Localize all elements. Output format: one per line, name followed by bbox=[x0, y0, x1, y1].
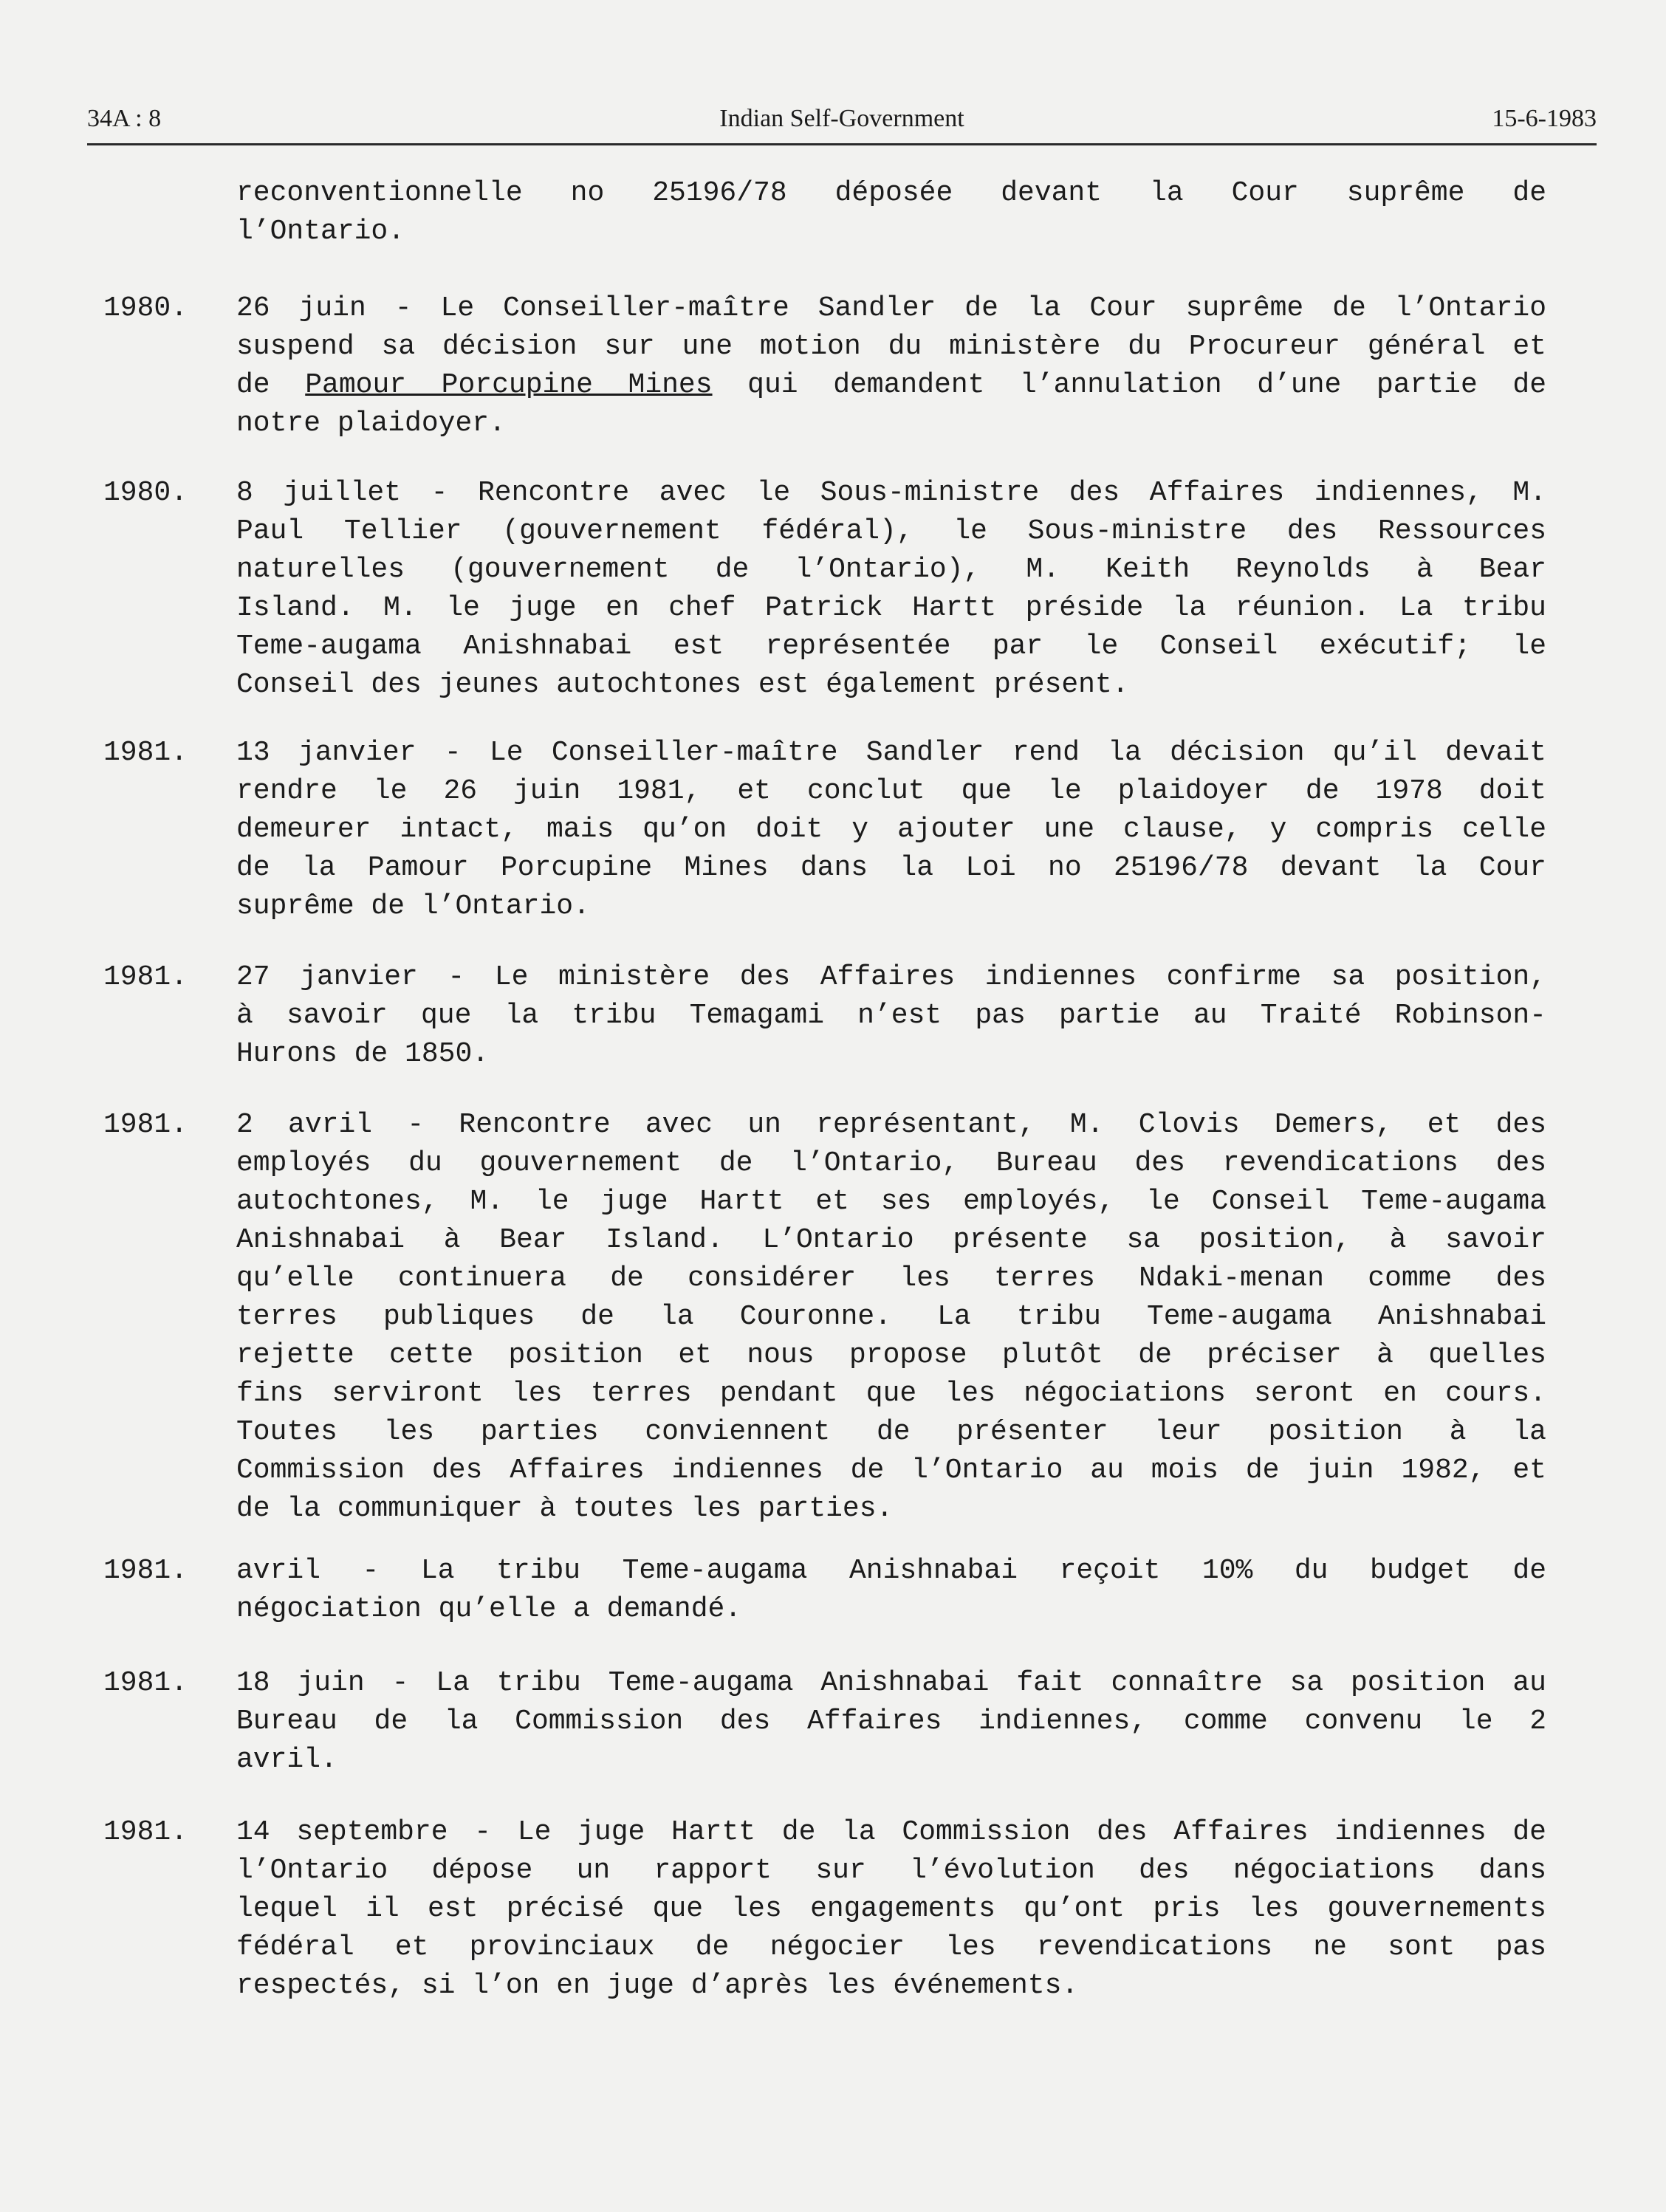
entry-line: rendre le 26 juin 1981, et conclut que le plaidoyer de 1978 doit bbox=[236, 775, 1546, 807]
entry-line: naturelles (gouvernement de l’Ontario), M. Keith Reynolds à Bear bbox=[236, 554, 1546, 585]
entry-year: 1981. bbox=[103, 1816, 188, 1848]
entry-line: 26 juin - Le Conseiller-maître Sandler de la Cour suprême de l’Ontario bbox=[236, 292, 1546, 324]
entry-line: notre plaidoyer. bbox=[236, 408, 506, 439]
entry-year: 1980. bbox=[103, 477, 188, 509]
entry-line: Hurons de 1850. bbox=[236, 1038, 490, 1070]
entry-line: suprême de l’Ontario. bbox=[236, 890, 590, 922]
entry-line: suspend sa décision sur une motion du ministère du Procureur général et bbox=[236, 331, 1546, 363]
entry-line: l’Ontario. bbox=[236, 216, 405, 247]
entry-line: 13 janvier - Le Conseiller-maître Sandler rend la décision qu’il devait bbox=[236, 737, 1546, 769]
entry-line: respectés, si l’on en juge d’après les événements. bbox=[236, 1970, 1079, 2002]
entry-line: avril. bbox=[236, 1744, 337, 1776]
entry-line: de la communiquer à toutes les parties. bbox=[236, 1493, 894, 1525]
entry-line: négociation qu’elle a demandé. bbox=[236, 1593, 742, 1625]
entry-year: 1981. bbox=[103, 961, 188, 993]
entry-line: à savoir que la tribu Temagami n’est pas partie au Traité Robinson- bbox=[236, 1000, 1546, 1031]
entry-line: reconventionnelle no 25196/78 déposée devant la Cour suprême de bbox=[236, 177, 1546, 209]
entry-line: Teme-augama Anishnabai est représentée par le Conseil exécutif; le bbox=[236, 631, 1546, 662]
entry-line: Paul Tellier (gouvernement fédéral), le Sous-ministre des Ressources bbox=[236, 515, 1546, 547]
entry-line: 2 avril - Rencontre avec un représentant, M. Clovis Demers, et des bbox=[236, 1109, 1546, 1141]
running-header bbox=[87, 100, 1597, 145]
entry-line: Island. M. le juge en chef Patrick Hartt préside la réunion. La tribu bbox=[236, 592, 1546, 624]
entry-line: employés du gouvernement de l’Ontario, Bureau des revendications des bbox=[236, 1147, 1546, 1179]
entry-line: lequel il est précisé que les engagements qu’ont pris les gouvernements bbox=[236, 1893, 1546, 1925]
pamour-porcupine-mines-underlined: Pamour Porcupine Mines bbox=[305, 369, 713, 401]
entry-line: avril - La tribu Teme-augama Anishnabai reçoit 10% du budget de bbox=[236, 1555, 1546, 1587]
entry-line: qu’elle continuera de considérer les terres Ndaki-menan comme des bbox=[236, 1263, 1546, 1294]
entry-line: 27 janvier - Le ministère des Affaires indiennes confirme sa position, bbox=[236, 961, 1546, 993]
entry-line: Bureau de la Commission des Affaires indiennes, comme convenu le 2 bbox=[236, 1706, 1546, 1737]
entry-line: demeurer intact, mais qu’on doit y ajouter une clause, y compris celle bbox=[236, 814, 1546, 845]
entry-line: terres publiques de la Couronne. La tribu Teme-augama Anishnabai bbox=[236, 1301, 1546, 1333]
entry-line: de la Pamour Porcupine Mines dans la Loi no 25196/78 devant la Cour bbox=[236, 852, 1546, 884]
header-divider bbox=[87, 143, 1597, 145]
entry-year: 1981. bbox=[103, 737, 188, 769]
entry-line: 18 juin - La tribu Teme-augama Anishnabai fait connaître sa position au bbox=[236, 1667, 1546, 1699]
entry-line: autochtones, M. le juge Hartt et ses employés, le Conseil Teme-augama bbox=[236, 1186, 1546, 1217]
entry-line: Commission des Affaires indiennes de l’Ontario au mois de juin 1982, et bbox=[236, 1454, 1546, 1486]
entry-year: 1981. bbox=[103, 1667, 188, 1699]
entry-line: 14 septembre - Le juge Hartt de la Commission des Affaires indiennes de bbox=[236, 1816, 1546, 1848]
entry-year: 1981. bbox=[103, 1555, 188, 1587]
entry-line: Toutes les parties conviennent de présenter leur position à la bbox=[236, 1416, 1546, 1448]
entry-line: Conseil des jeunes autochtones est également présent. bbox=[236, 669, 1129, 701]
entry-year: 1980. bbox=[103, 292, 188, 324]
entry-year: 1981. bbox=[103, 1109, 188, 1141]
publication-date: 15-6-1983 bbox=[1492, 105, 1597, 132]
entry-line: 8 juillet - Rencontre avec le Sous-ministre des Affaires indiennes, M. bbox=[236, 477, 1546, 509]
entry-line: fédéral et provinciaux de négocier les revendications ne sont pas bbox=[236, 1931, 1546, 1963]
page-number: 34A : 8 bbox=[87, 105, 162, 132]
entry-line: Anishnabai à Bear Island. L’Ontario présente sa position, à savoir bbox=[236, 1224, 1546, 1256]
entry-line: rejette cette position et nous propose plutôt de préciser à quelles bbox=[236, 1339, 1546, 1371]
entry-line-pamour-underlined: de Pamour Porcupine Mines qui demandent l’annulation d’une partie de bbox=[236, 369, 1546, 401]
entry-line: l’Ontario dépose un rapport sur l’évolution des négociations dans bbox=[236, 1855, 1546, 1886]
entry-line: fins serviront les terres pendant que les négociations seront en cours. bbox=[236, 1378, 1546, 1409]
publication-title: Indian Self-Government bbox=[719, 105, 964, 132]
